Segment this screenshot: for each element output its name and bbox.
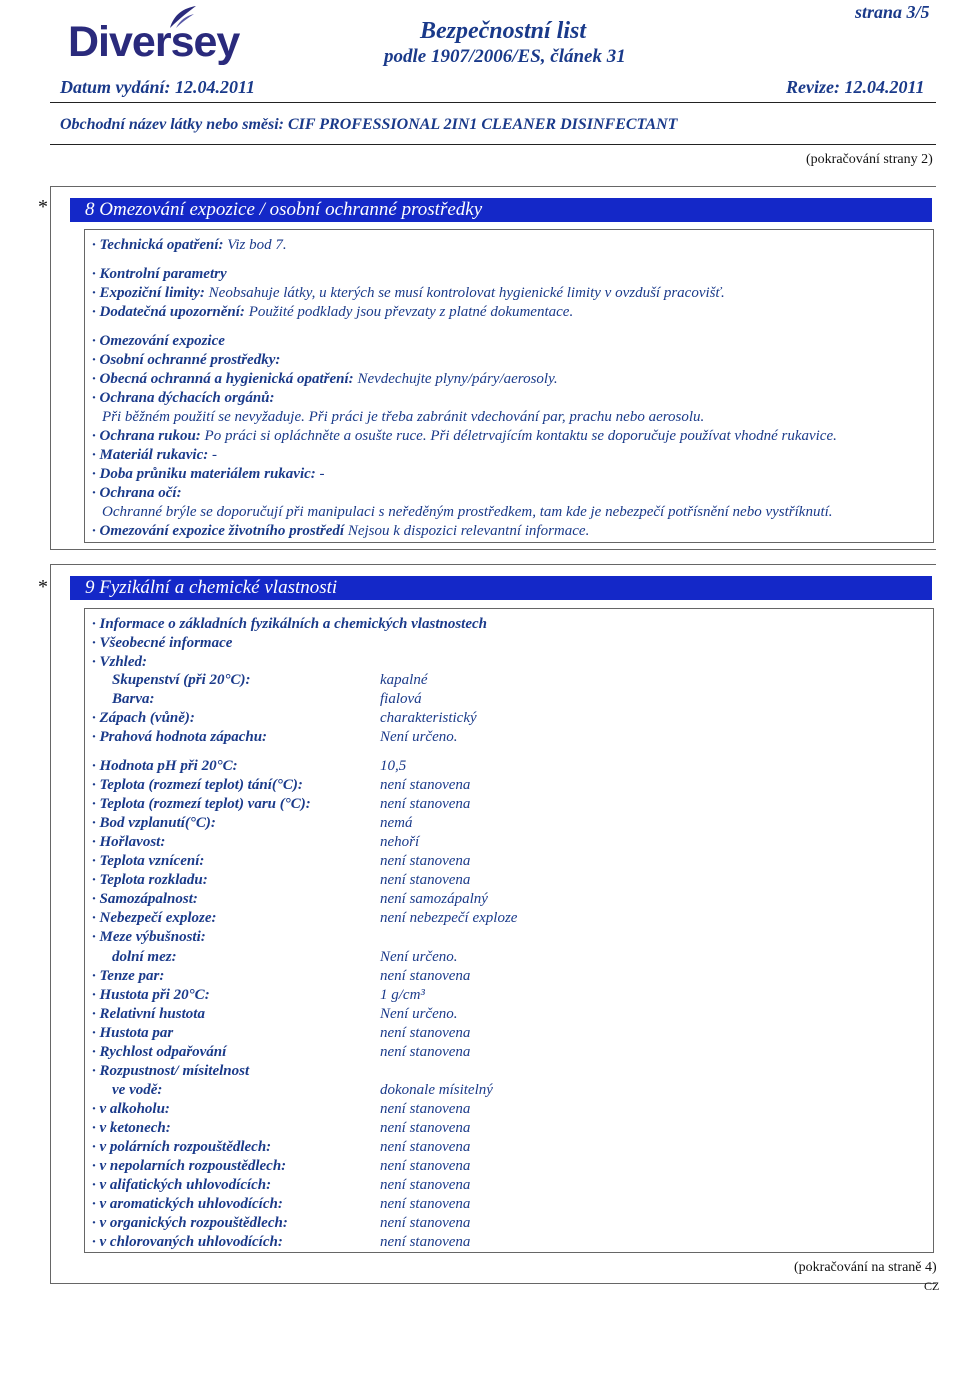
section8-bottom-rule: [50, 549, 936, 550]
continuation-to: (pokračování na straně 4): [794, 1260, 937, 1275]
property-value: nemá: [380, 815, 413, 832]
property-value: není stanovena: [380, 1196, 471, 1213]
property-value: není stanovena: [380, 872, 471, 889]
field-label: · Ochrana očí:: [92, 485, 182, 501]
property-value: 1 g/cm³: [380, 986, 425, 1003]
property-label: ve vodě:: [112, 1081, 163, 1098]
property-label: · v alifatických uhlovodících:: [92, 1177, 272, 1194]
company-logo: Diversey: [68, 18, 240, 66]
section8-line: [92, 332, 225, 350]
section8-line: [102, 503, 833, 521]
continuation-from: (pokračování strany 2): [806, 152, 933, 167]
section8-line: [92, 389, 275, 407]
property-value: není stanovena: [380, 1024, 471, 1041]
property-label: · v organických rozpouštědlech:: [92, 1215, 288, 1232]
property-label: · Teplota rozkladu:: [92, 872, 208, 889]
field-value: -: [315, 466, 325, 482]
property-label: · Rychlost odpařování: [92, 1043, 227, 1060]
section8-heading: 8 Omezování expozice / osobní ochranné prostředky: [70, 198, 932, 222]
property-value: není stanovena: [380, 1215, 471, 1232]
field-label: · Osobní ochranné prostředky:: [92, 352, 281, 368]
field-label: · Doba průniku materiálem rukavic:: [92, 466, 316, 482]
field-label: · Technická opatření:: [92, 237, 224, 253]
property-label: · Relativní hustota: [92, 1005, 205, 1022]
section9-bottom-rule: [50, 1283, 936, 1284]
property-label: · Bod vzplanutí(°C):: [92, 815, 216, 832]
section8-line: [92, 265, 227, 283]
section9-intro-line: · Informace o základních fyzikálních a chemických vlastnostech: [92, 616, 487, 632]
property-value: není stanovena: [380, 1158, 471, 1175]
property-label: · v ketonech:: [92, 1119, 171, 1136]
section9-left-rule: [50, 564, 51, 1284]
property-value: není stanovena: [380, 777, 471, 794]
property-label: · Zápach (vůně):: [92, 710, 195, 726]
property-label: · v alkoholu:: [92, 1100, 170, 1117]
property-label: · v polárních rozpouštědlech:: [92, 1139, 272, 1155]
field-value: Viz bod 7.: [223, 237, 287, 253]
logo-leaf-icon: [166, 4, 198, 30]
property-value: není stanovena: [380, 1100, 471, 1117]
revision-date: Revize: 12.04.2011: [786, 77, 925, 97]
property-label: · v nepolarních rozpoustědlech:: [92, 1158, 287, 1175]
property-label: · v chlorovaných uhlovodících:: [92, 1234, 283, 1251]
section8-line: [92, 284, 725, 302]
property-value: není stanovena: [380, 853, 471, 870]
property-value: charakteristický: [380, 710, 477, 726]
property-value: není stanovena: [380, 1234, 471, 1251]
section8-line: [92, 303, 573, 321]
field-label: · Obecná ochranná a hygienická opatření:: [92, 371, 354, 387]
section9-intro-line: · Vzhled:: [92, 654, 148, 670]
section9-heading: 9 Fyzikální a chemické vlastnosti: [70, 576, 932, 600]
property-value: není stanovena: [380, 1177, 471, 1194]
trade-name: Obchodní název látky nebo směsi: CIF PROFESSIONAL 2IN1 CLEANER DISINFECTANT: [60, 116, 678, 133]
field-label: · Omezování expozice: [92, 333, 225, 349]
property-value: fialová: [380, 691, 422, 707]
field-label: · Dodatečná upozornění:: [92, 304, 245, 320]
property-value: Není určeno.: [380, 948, 458, 965]
property-value: není stanovena: [380, 1043, 471, 1060]
property-label: · Meze výbušnosti:: [92, 929, 206, 946]
property-label: · v aromatických uhlovodících:: [92, 1196, 283, 1213]
property-label: · Prahová hodnota zápachu:: [92, 729, 268, 745]
language-code: CZ: [924, 1279, 940, 1293]
property-value: Není určeno.: [380, 729, 458, 745]
field-label: · Expoziční limity:: [92, 285, 205, 301]
section8-line: [92, 446, 217, 464]
section8-line: [92, 427, 837, 445]
section8-line: [92, 351, 280, 369]
section8-line: [92, 236, 287, 254]
section8-left-rule: [50, 186, 51, 550]
field-label: · Ochrana rukou:: [92, 428, 201, 444]
field-label: · Kontrolní parametry: [92, 266, 227, 282]
field-value: -: [208, 447, 217, 463]
property-value: není stanovena: [380, 796, 471, 813]
section8-change-marker: *: [38, 196, 48, 218]
property-value: dokonale mísitelný: [380, 1081, 493, 1098]
property-value: není stanovena: [380, 1119, 471, 1136]
section9-change-marker: *: [38, 576, 48, 598]
field-value: Při běžném použití se nevyžaduje. Při práci je třeba zabránit vdechování par, prachu nebo aerosolu.: [102, 409, 705, 425]
field-label: · Materiál rukavic:: [92, 447, 209, 463]
property-label: · Teplota (rozmezí teplot) varu (°C):: [92, 796, 311, 813]
property-label: · Teplota vznícení:: [92, 853, 205, 870]
property-value: není samozápalný: [380, 891, 488, 908]
property-label: · Hořlavost:: [92, 834, 166, 851]
section8-line: [92, 522, 589, 540]
field-value: Po práci si opláchněte a osušte ruce. Při déletrvajícím kontaktu se doporučuje používat vhodné rukavice.: [200, 428, 837, 444]
property-value: 10,5: [380, 758, 407, 774]
field-label: · Omezování expozice životního prostředí: [92, 523, 345, 539]
issue-date: Datum vydání: 12.04.2011: [60, 77, 256, 97]
property-label: · Hustota při 20°C:: [92, 986, 210, 1003]
section9-top-rule: [50, 564, 936, 565]
field-value: Použité podklady jsou převzaty z platné dokumentace.: [244, 304, 574, 320]
property-label: Skupenství (při 20°C):: [112, 672, 251, 688]
document-title: Bezpečnostní list: [420, 18, 587, 44]
property-label: · Teplota (rozmezí teplot) tání(°C):: [92, 777, 303, 794]
property-label: dolní mez:: [112, 948, 177, 965]
section8-line: [102, 408, 704, 426]
property-value: není stanovena: [380, 967, 471, 984]
section9-intro-line: · Všeobecné informace: [92, 635, 233, 651]
field-value: Ochranné brýle se doporučují při manipulaci s neředěným prostředkem, tam kde je nebezpečí potřísnění nebo vystříknutí.: [102, 504, 833, 520]
property-label: · Tenze par:: [92, 967, 165, 984]
page-number: strana 3/5: [855, 2, 930, 22]
property-value: není nebezpečí exploze: [380, 910, 518, 927]
section8-line: [92, 370, 558, 388]
property-label: Barva:: [112, 691, 155, 707]
section8-line: [92, 465, 325, 483]
field-label: · Ochrana dýchacích orgánů:: [92, 390, 275, 406]
property-value: kapalné: [380, 672, 428, 688]
property-label: · Hodnota pH při 20°C:: [92, 758, 238, 774]
property-label: · Samozápalnost:: [92, 891, 198, 908]
property-label: · Nebezpečí exploze:: [92, 910, 217, 927]
property-label: · Hustota par: [92, 1024, 174, 1041]
property-label: · Rozpustnost/ mísitelnost: [92, 1062, 250, 1079]
property-value: nehoří: [380, 834, 420, 851]
property-value: Není určeno.: [380, 1005, 458, 1022]
field-value: Nevdechujte plyny/páry/aerosoly.: [353, 371, 558, 387]
field-value: Neobsahuje látky, u kterých se musí kontrolovat hygienické limity v ovzduší pracovišť.: [204, 285, 725, 301]
section8-line: [92, 484, 182, 502]
property-value: není stanovena: [380, 1139, 471, 1155]
document-subtitle: podle 1907/2006/ES, článek 31: [384, 46, 626, 67]
header-divider: [50, 102, 936, 103]
field-value: Nejsou k dispozici relevantní informace.: [344, 523, 590, 539]
section8-top-rule: [50, 186, 936, 187]
trade-divider: [50, 144, 936, 145]
